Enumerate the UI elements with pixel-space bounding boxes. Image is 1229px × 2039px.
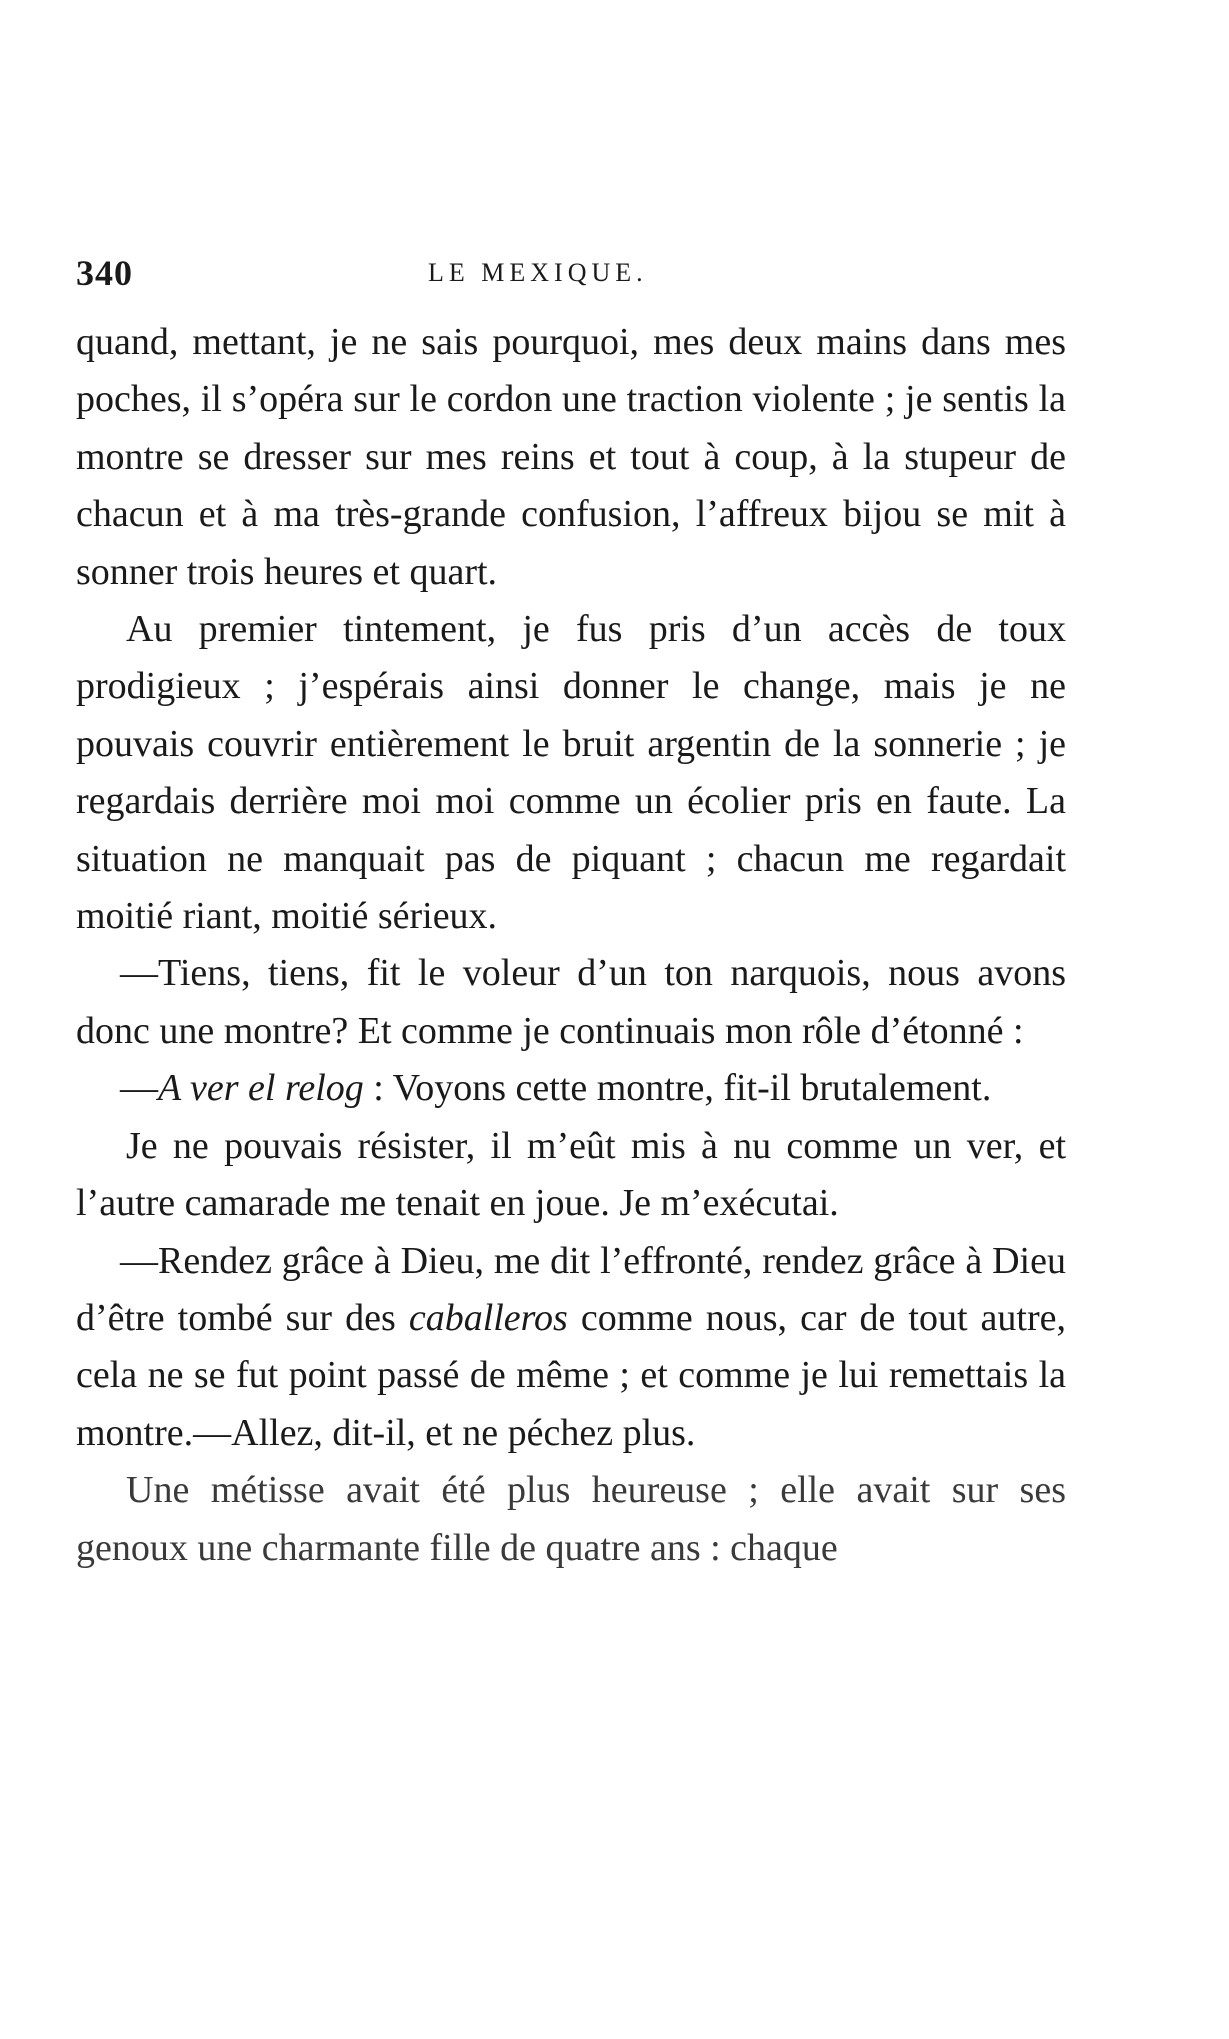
paragraph-7: Une métisse avait été plus heureuse ; elle avait sur ses genoux une charmante fille de quatre ans : chaque <box>76 1469 1066 1569</box>
page-number: 340 <box>76 253 133 293</box>
paragraph-6-suffix: comme nous, car de tout autre, cela ne se fut point passé de même ; et comme je lui remettais la montre.—Allez, dit-il, et ne péchez plus. <box>76 1296 1066 1454</box>
body-text <box>76 314 1066 1577</box>
paragraph-5: Je ne pouvais résister, il m’eût mis à nu comme un ver, et l’autre camarade me tenait en joue. Je m’exécutai. <box>76 1124 1066 1225</box>
paragraph-3: —Tiens, tiens, fit le voleur d’un ton narquois, nous avons donc une montre? Et comme je continuais mon rôle d’étonné : <box>76 952 1066 1052</box>
paragraph-6-italic: caballeros <box>408 1296 568 1339</box>
paragraph-2: Au premier tintement, je fus pris d’un accès de toux prodigieux ; j’espérais ainsi donner le change, mais je ne pouvais couvrir entièrement le bruit argentin de la sonnerie ; je regardais derrière moi moi comme un écolier pris en faute. La situation ne manquait pas de piquant ; chacun me regardait moitié riant, moitié sérieux. <box>76 608 1066 938</box>
paragraph-4 <box>76 1060 1066 1117</box>
paragraph-4-suffix: : Voyons cette montre, fit-il brutalement. <box>363 1067 992 1110</box>
running-head <box>76 252 1066 296</box>
running-title: LE MEXIQUE. <box>428 258 648 287</box>
paragraph-1: quand, mettant, je ne sais pourquoi, mes deux mains dans mes poches, il s’opéra sur le cordon une traction violente ; je sentis la montre se dresser sur mes reins et tout à coup, à la stupeur de chacun et à ma très-grande confusion, l’affreux bijou se mit à sonner trois heures et quart. <box>76 321 1066 593</box>
paragraph-6 <box>76 1233 1066 1463</box>
paragraph-4-italic: A ver el relog <box>158 1067 364 1110</box>
paragraph-4-prefix: — <box>120 1067 158 1110</box>
paragraph-6-prefix: —Rendez grâce à Dieu, me dit l’effronté, rendez grâce à Dieu d’être tombé sur des <box>76 1239 1066 1339</box>
